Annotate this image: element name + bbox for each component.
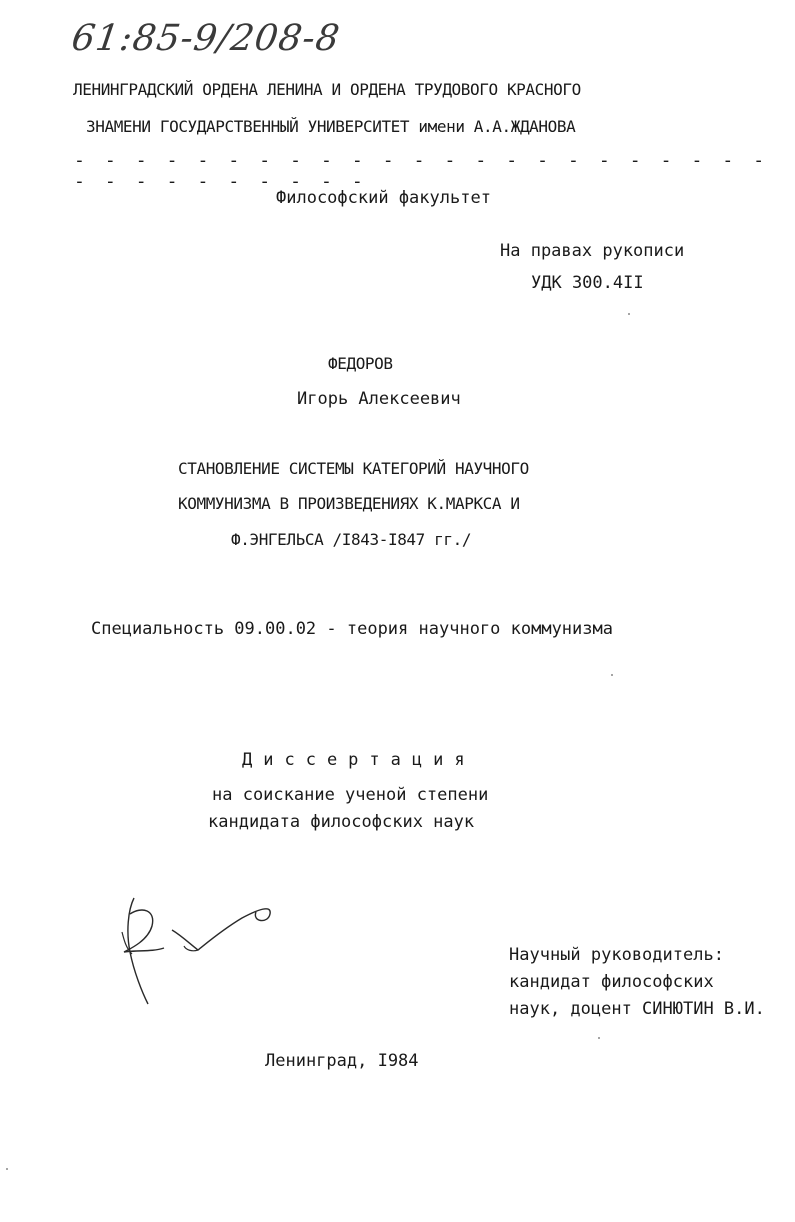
place-and-year: Ленинград, I984	[265, 1051, 419, 1071]
title-line-1: СТАНОВЛЕНИЕ СИСТЕМЫ КАТЕГОРИЙ НАУЧНОГО	[178, 459, 529, 478]
dissertation-line-2: кандидата философских наук	[208, 812, 475, 832]
specialty-line: Специальность 09.00.02 - теория научного коммунизма	[91, 619, 613, 639]
university-line-2: ЗНАМЕНИ ГОСУДАРСТВЕННЫЙ УНИВЕРСИТЕТ имени А.А.ЖДАНОВА	[86, 117, 576, 136]
paper-speck	[598, 1037, 600, 1039]
supervisor-line-2: кандидат философских	[509, 972, 714, 992]
paper-speck	[6, 1168, 8, 1170]
faculty-label: Философский факультет	[276, 188, 491, 208]
author-surname: ФЕДОРОВ	[328, 354, 393, 373]
paper-speck	[628, 313, 630, 315]
header-divider: - - - - - - - - - - - - - - - - - - - - - - - - - - - - - - - - -	[74, 150, 769, 192]
udc-code: УДК 300.4II	[531, 273, 644, 293]
supervisor-line-1: Научный руководитель:	[509, 945, 724, 965]
dissertation-line-1: на соискание ученой степени	[212, 785, 489, 805]
title-line-2: КОММУНИЗМА В ПРОИЗВЕДЕНИЯХ К.МАРКСА И	[178, 494, 520, 513]
paper-speck	[611, 674, 613, 676]
supervisor-line-3: наук, доцент СИНЮТИН В.И.	[509, 999, 765, 1019]
title-line-3: Ф.ЭНГЕЛЬСА /I843-I847 гг./	[231, 530, 472, 549]
archive-number-handwritten: 61:85-9/208-8	[69, 18, 343, 59]
manuscript-rights: На правах рукописи	[500, 241, 685, 261]
university-line-1: ЛЕНИНГРАДСКИЙ ОРДЕНА ЛЕНИНА И ОРДЕНА ТРУДОВОГО КРАСНОГО	[73, 80, 581, 99]
author-name: Игорь Алексеевич	[297, 389, 461, 409]
dissertation-heading: Диссертация	[242, 750, 476, 770]
signature	[112, 892, 282, 1007]
